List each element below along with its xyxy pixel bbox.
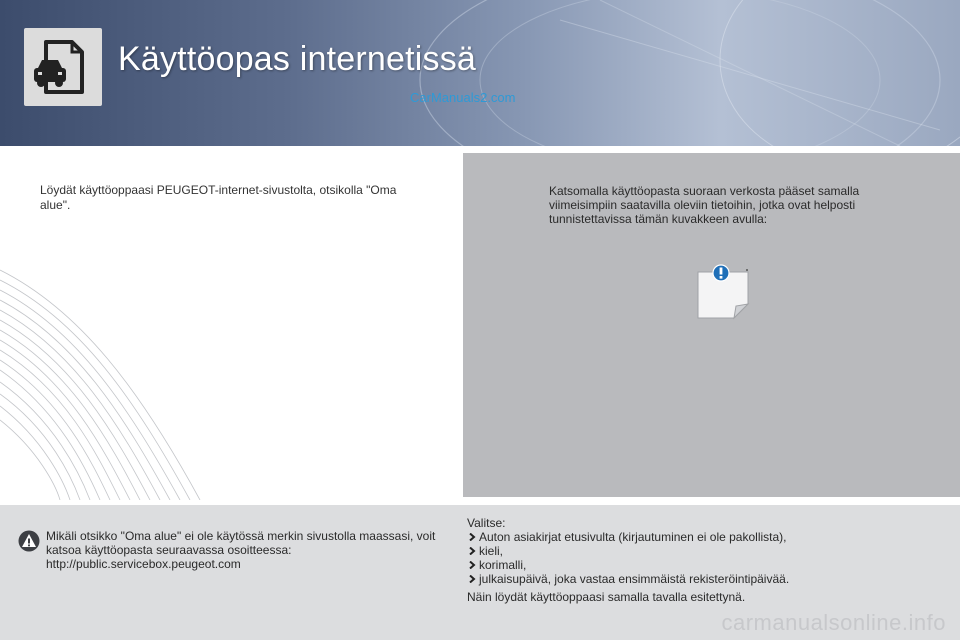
chevron-right-icon [468, 561, 476, 569]
header-banner [0, 0, 960, 146]
intro-text: Löydät käyttöoppaasi PEUGEOT-internet-sivustolta, otsikolla "Oma alue". [40, 183, 397, 212]
closing-text: Näin löydät käyttöoppaasi samalla tavalla esitettynä. [467, 590, 746, 604]
chevron-right-icon [468, 533, 476, 541]
notice-page-icon [694, 264, 752, 320]
list-item: Auton asiakirjat etusivulta (kirjautuminen ei ole pakollista), [467, 530, 937, 544]
list-item: korimalli, [467, 558, 937, 572]
site-watermark: carmanualsonline.info [721, 610, 946, 635]
instructions [467, 516, 937, 604]
chevron-right-icon [468, 575, 476, 583]
chevron-right-icon [468, 547, 476, 555]
steps-list [467, 530, 937, 586]
header-watermark: CarManuals2.com [410, 90, 516, 105]
note-text: Mikäli otsikko "Oma alue" ei ole käytössä merkin sivustolla maassasi, voit katsoa käyttöopasta seuraavassa osoitteessa: [46, 529, 436, 557]
car-document-icon [24, 28, 102, 106]
info-panel [463, 153, 960, 497]
online-info-text: Katsomalla käyttöopasta suoraan verkosta pääset samalla viimeisimpiin saatavilla oleviin tietoihin, jotka ovat helposti tunnistettavissa tämän kuvakkeen avulla: [549, 184, 860, 226]
wave-lines-decoration [0, 250, 460, 500]
list-item: julkaisupäivä, joka vastaa ensimmäistä rekisteröintipäivää. [467, 572, 937, 586]
warning-icon [18, 530, 40, 552]
alternative-site-note [46, 529, 456, 571]
choose-label: Valitse: [467, 516, 506, 530]
servicebox-url: http://public.servicebox.peugeot.com [46, 557, 241, 571]
bottom-band [0, 505, 960, 640]
page-title: Käyttöopas internetissä [118, 40, 477, 78]
list-item: kieli, [467, 544, 937, 558]
